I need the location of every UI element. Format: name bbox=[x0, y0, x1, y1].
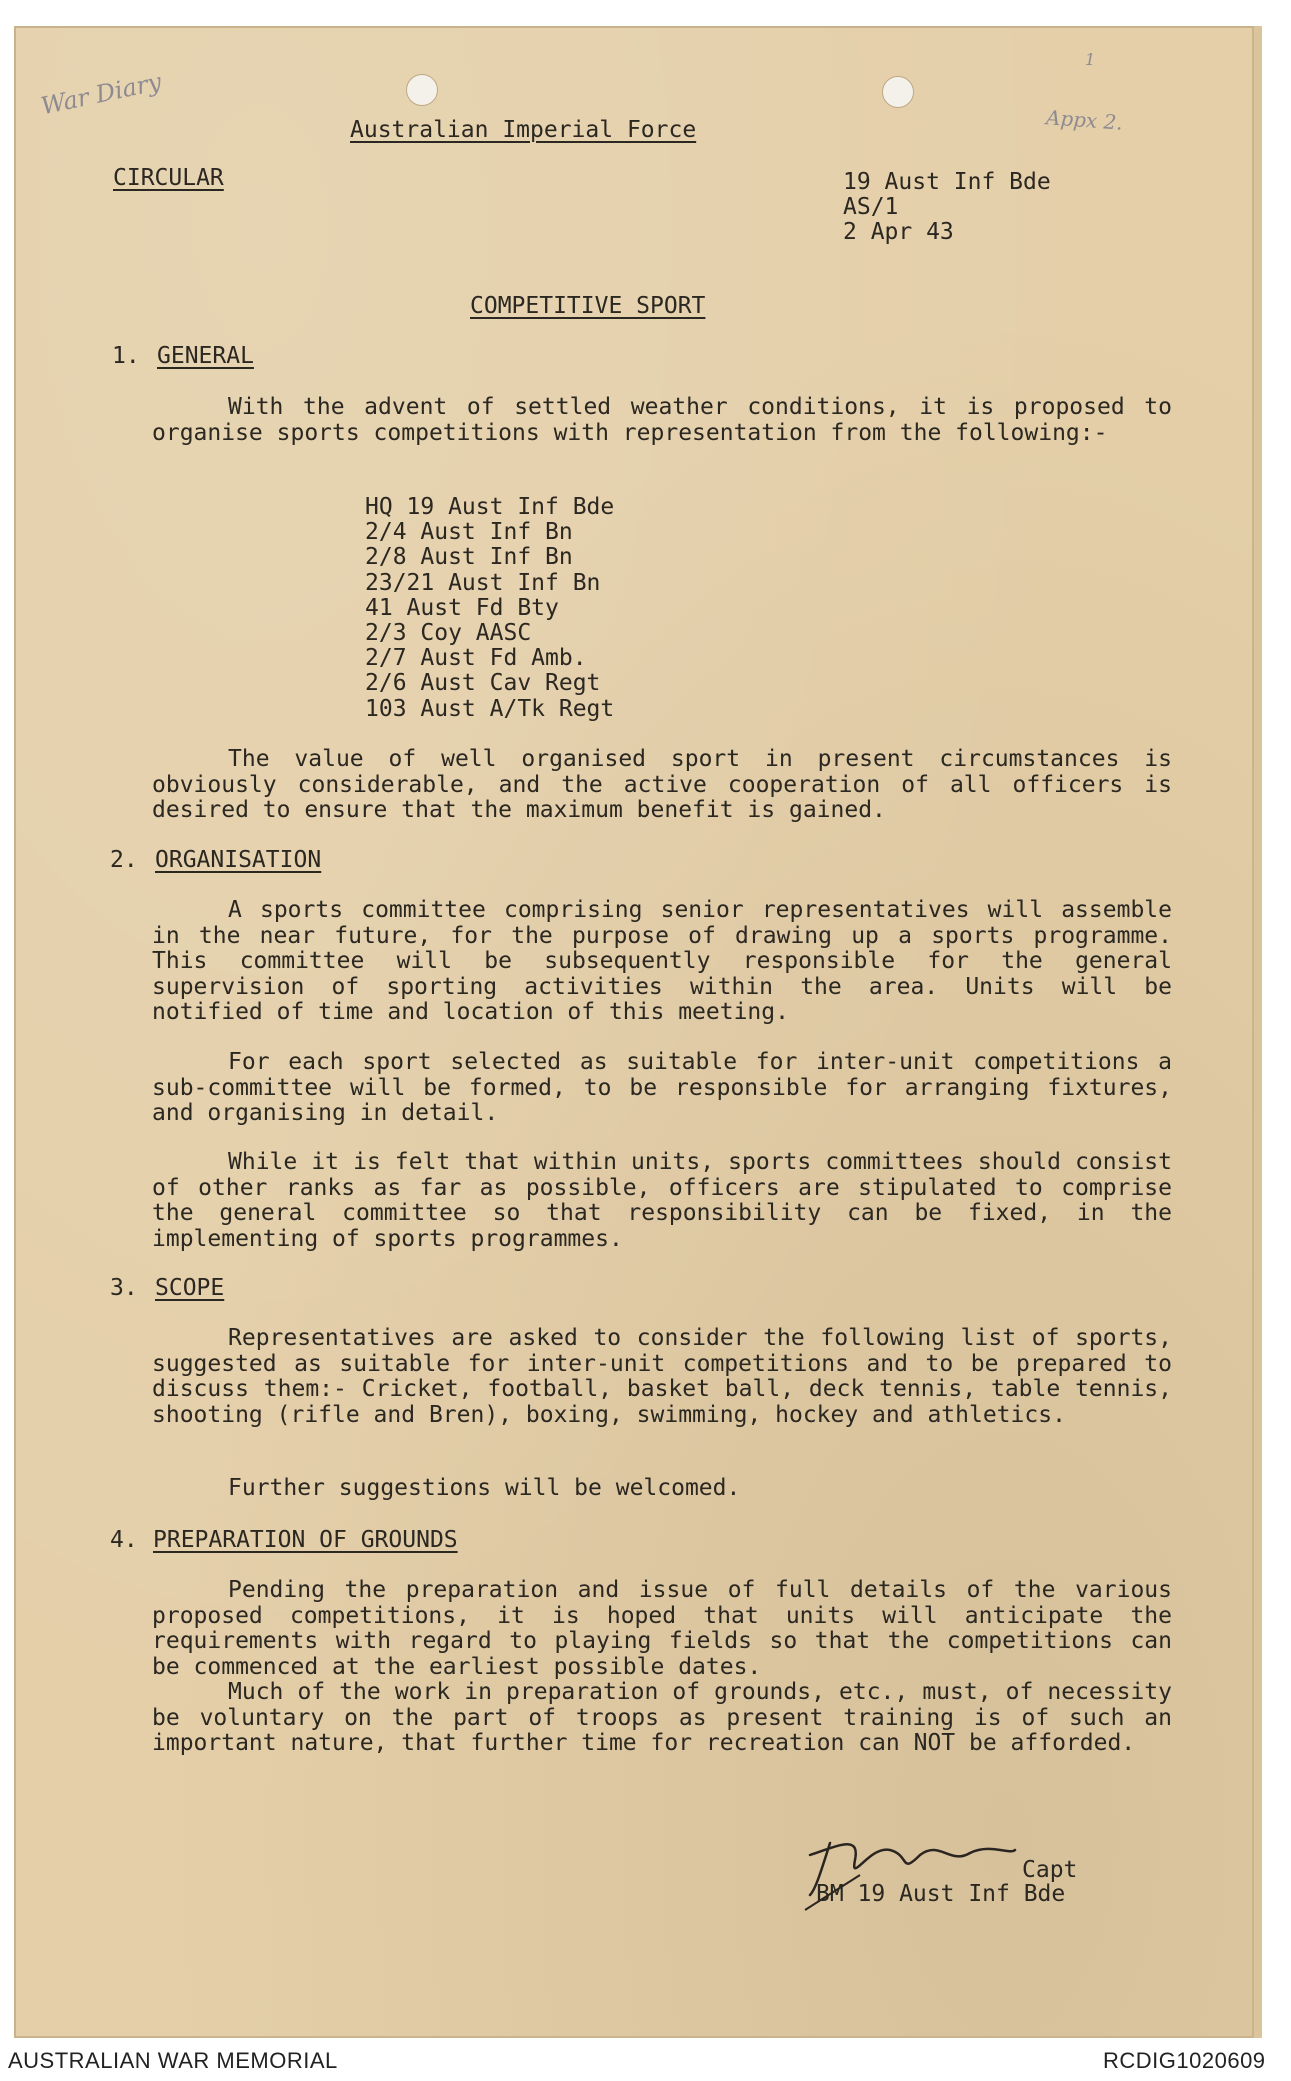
footer-identifier: RCDIG1020609 bbox=[1103, 2048, 1266, 2073]
footer-institution: AUSTRALIAN WAR MEMORIAL bbox=[8, 2048, 338, 2073]
unit-item: HQ 19 Aust Inf Bde bbox=[365, 494, 615, 520]
section-2-number: 2. bbox=[110, 847, 138, 873]
ref-file: AS/1 bbox=[843, 194, 899, 220]
section-1-number: 1. bbox=[112, 343, 140, 369]
document-title: COMPETITIVE SPORT bbox=[470, 293, 706, 319]
section-4-heading: PREPARATION OF GROUNDS bbox=[153, 1527, 458, 1553]
section-4-number: 4. bbox=[110, 1527, 138, 1553]
unit-item: 2/4 Aust Inf Bn bbox=[365, 519, 573, 546]
section-3-paragraph-2: Further suggestions will be welcomed. bbox=[228, 1475, 741, 1501]
unit-item: 2/8 Aust Inf Bn bbox=[365, 544, 573, 571]
section-1-paragraph-1: With the advent of settled weather conditions, it is proposed to organise sports competitions with representation from the following:- bbox=[152, 394, 1172, 446]
section-4-paragraph-2: Much of the work in preparation of grounds, etc., must, of necessity be voluntary on the part of troops as present training is of such an important nature, that further time for recreation can NOT be afforded. bbox=[152, 1679, 1172, 1756]
unit-list bbox=[365, 495, 614, 722]
section-1-paragraph-2: The value of well organised sport in present circumstances is obviously considerable, and the active cooperation of all officers is desired to ensure that the maximum benefit is gained. bbox=[152, 746, 1172, 823]
section-3-number: 3. bbox=[110, 1275, 138, 1301]
unit-item: 23/21 Aust Inf Bn bbox=[365, 569, 601, 596]
corner-mark: 1 bbox=[1085, 50, 1096, 69]
signature-rank: Capt bbox=[1022, 1857, 1078, 1883]
section-1-heading: GENERAL bbox=[157, 343, 254, 369]
unit-item: 2/3 Coy AASC bbox=[365, 620, 532, 647]
force-title: Australian Imperial Force bbox=[350, 117, 697, 143]
section-2-paragraph-1: A sports committee comprising senior representatives will assemble in the near future, for the purpose of drawing up a sports programme. This committee will be subsequently responsible for the general supervision of sporting activities within the area. Units will be notified of time and location of this meeting. bbox=[152, 897, 1172, 1025]
section-3-heading: SCOPE bbox=[155, 1275, 225, 1301]
ref-date: 2 Apr 43 bbox=[843, 219, 954, 245]
unit-item: 2/6 Aust Cav Regt bbox=[365, 670, 601, 697]
section-2-heading: ORGANISATION bbox=[155, 847, 322, 873]
section-2-paragraph-2: For each sport selected as suitable for inter-unit competitions a sub-committee will be formed, to be responsible for arranging fixtures, and organising in detail. bbox=[152, 1049, 1172, 1126]
signature-appointment: BM 19 Aust Inf Bde bbox=[816, 1881, 1066, 1907]
war-diary-annotation: War Diary bbox=[38, 67, 164, 121]
ref-brigade: 19 Aust Inf Bde bbox=[843, 169, 1051, 195]
punch-hole-left bbox=[406, 74, 438, 106]
unit-item: 103 Aust A/Tk Regt bbox=[365, 695, 615, 722]
unit-item: 2/7 Aust Fd Amb. bbox=[365, 645, 587, 672]
section-2-paragraph-3: While it is felt that within units, sports committees should consist of other ranks as far as possible, officers are stipulated to comprise the general committee so that responsibility can be fixed, in the implementing of sports programmes. bbox=[152, 1149, 1172, 1252]
section-3-paragraph-1: Representatives are asked to consider the following list of sports, suggested as suitable for inter-unit competitions and to be prepared to discuss them:- Cricket, football, basket ball, deck tennis, table tennis, shooting (rifle and Bren), boxing, swimming, hockey and athletics. bbox=[152, 1325, 1172, 1428]
sheet-edge bbox=[1254, 26, 1262, 2038]
appendix-annotation: Appx 2. bbox=[1045, 105, 1124, 135]
circular-label: CIRCULAR bbox=[113, 165, 224, 191]
punch-hole-right bbox=[882, 76, 914, 108]
unit-item: 41 Aust Fd Bty bbox=[365, 594, 559, 621]
section-4-paragraph-1: Pending the preparation and issue of full details of the various proposed competitions, it is hoped that units will anticipate the requirements with regard to playing fields so that the competitions can be commenced at the earliest possible dates. bbox=[152, 1577, 1172, 1680]
